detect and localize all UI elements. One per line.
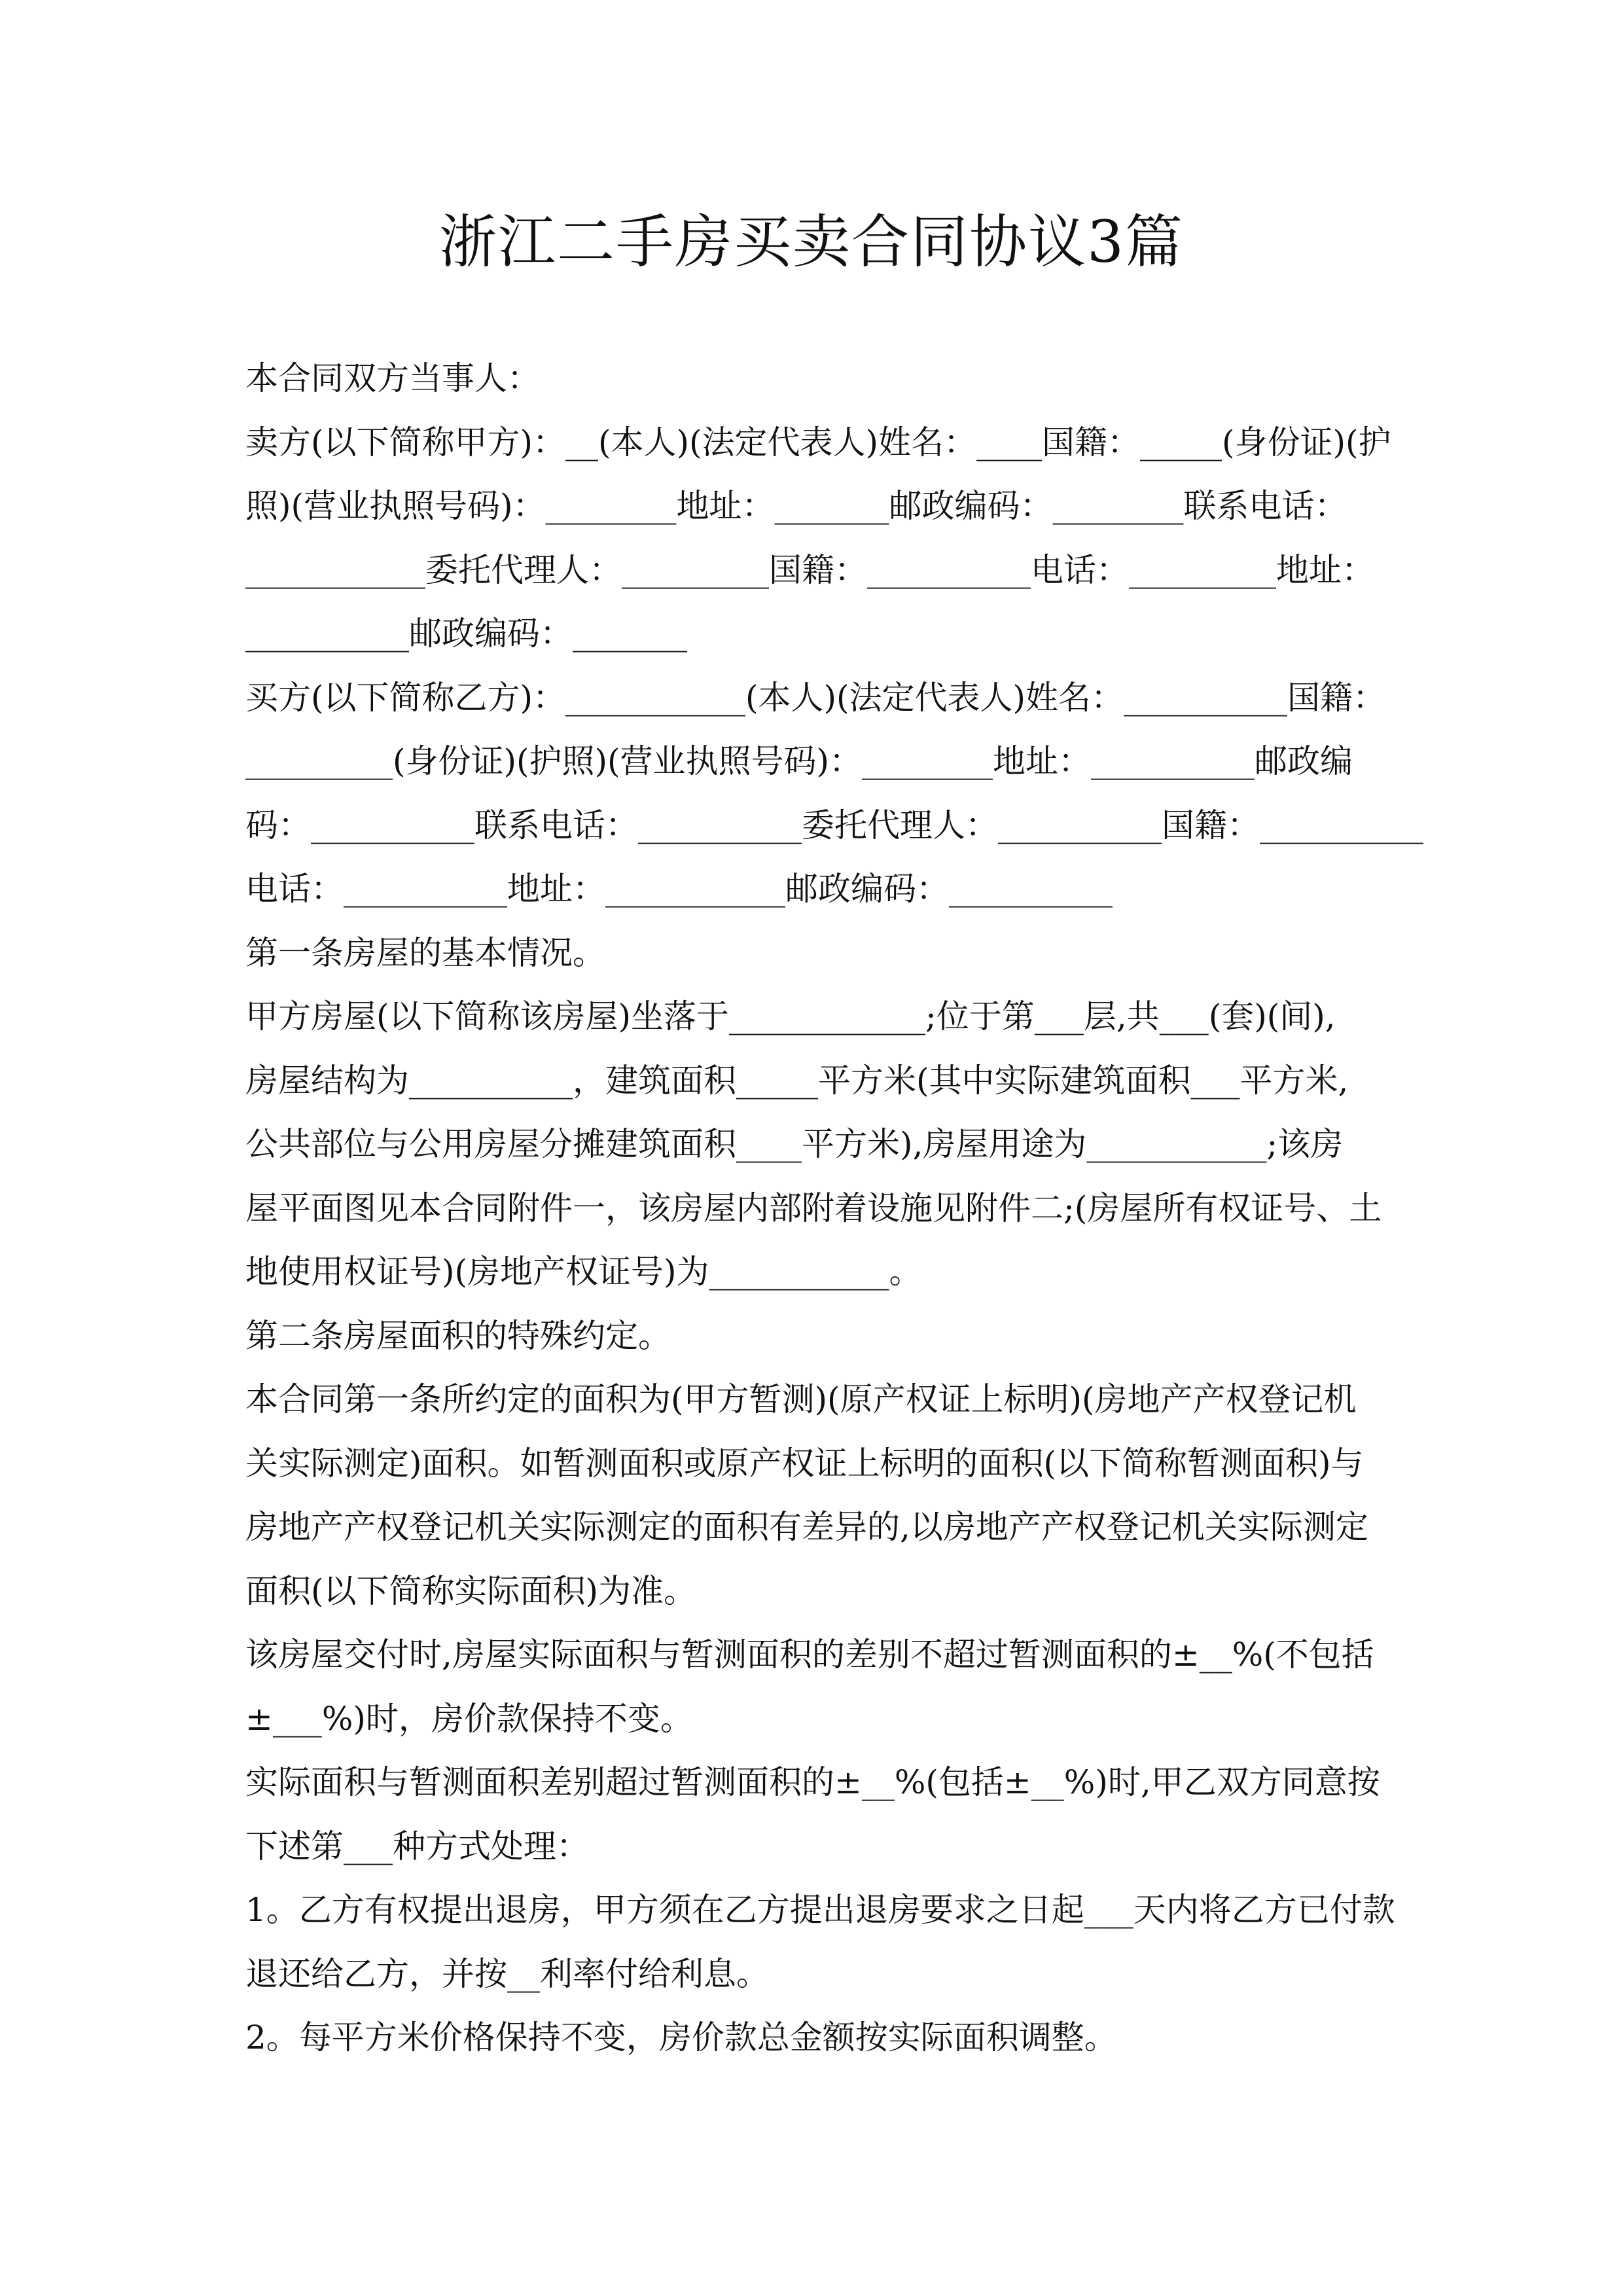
paragraph-line: 退还给乙方，并按__利率付给利息。 [245, 1954, 769, 1993]
paragraph-line: ±___%)时，房价款保持不变。 [245, 1699, 693, 1738]
paragraph-line: 买方(以下简称乙方)：___________(本人)(法定代表人)姓名：__________国籍： [245, 678, 1386, 717]
paragraph-line: 房地产产权登记机关实际测定的面积有差异的,以房地产产权登记机关实际测定 [245, 1508, 1368, 1546]
paragraph-line: 下述第___种方式处理： [245, 1827, 589, 1865]
paragraph-line: 地使用权证号)(房地产权证号)为___________。 [245, 1253, 922, 1291]
paragraph-line: 照)(营业执照号码)：________地址：_______邮政编码：________联系电话： [245, 487, 1347, 525]
paragraph-line: 屋平面图见本合同附件一，该房屋内部附着设施见附件二;(房屋所有权证号、土 [245, 1189, 1382, 1227]
paragraph-line: 第二条房屋面积的特殊约定。 [245, 1316, 671, 1355]
paragraph-line: 面积(以下简称实际面积)为准。 [245, 1571, 697, 1610]
paragraph-line: 关实际测定)面积。如暂测面积或原产权证上标明的面积(以下简称暂测面积)与 [245, 1444, 1364, 1482]
paragraph-line: 卖方(以下简称甲方)：__(本人)(法定代表人)姓名：____国籍：_____(身份证)(护 [245, 423, 1391, 461]
paragraph-line: ___________委托代理人：_________国籍：__________电话：_________地址： [245, 550, 1374, 589]
document-body [245, 347, 1423, 2070]
paragraph-line: 第一条房屋的基本情况。 [245, 933, 605, 972]
paragraph-line: 公共部位与公用房屋分摊建筑面积____平方米),房屋用途为___________;该房 [245, 1125, 1344, 1163]
paragraph-line: 房屋结构为__________，建筑面积_____平方米(其中实际建筑面积___平方米, [245, 1061, 1349, 1100]
paragraph-line: 实际面积与暂测面积差别超过暂测面积的±__%(包括±__%)时,甲乙双方同意按 [245, 1763, 1380, 1801]
paragraph-line: 该房屋交付时,房屋实际面积与暂测面积的差别不超过暂测面积的±__%(不包括 [245, 1636, 1374, 1674]
paragraph-line: 本合同双方当事人： [245, 359, 540, 397]
paragraph-line: 2。每平方米价格保持不变，房价款总金额按实际面积调整。 [245, 2018, 1117, 2056]
document-title: 浙江二手房买卖合同协议3篇 [439, 208, 1184, 276]
paragraph-line: __________邮政编码：_______ [245, 615, 687, 653]
paragraph-line: 本合同第一条所约定的面积为(甲方暂测)(原产权证上标明)(房地产产权登记机 [245, 1380, 1357, 1418]
paragraph-line: _________(身份证)(护照)(营业执照号码)：________地址：__________邮政编 [245, 742, 1353, 780]
paragraph-line: 甲方房屋(以下简称该房屋)坐落于____________;位于第___层,共___(套)(间), [245, 997, 1336, 1035]
paragraph-line: 码：__________联系电话：__________委托代理人：__________国籍：__________ [245, 806, 1423, 844]
paragraph-line: 电话：__________地址：___________邮政编码：__________ [245, 870, 1113, 908]
paragraph-line: 1。乙方有权提出退房，甲方须在乙方提出退房要求之日起___天内将乙方已付款 [245, 1891, 1395, 1929]
